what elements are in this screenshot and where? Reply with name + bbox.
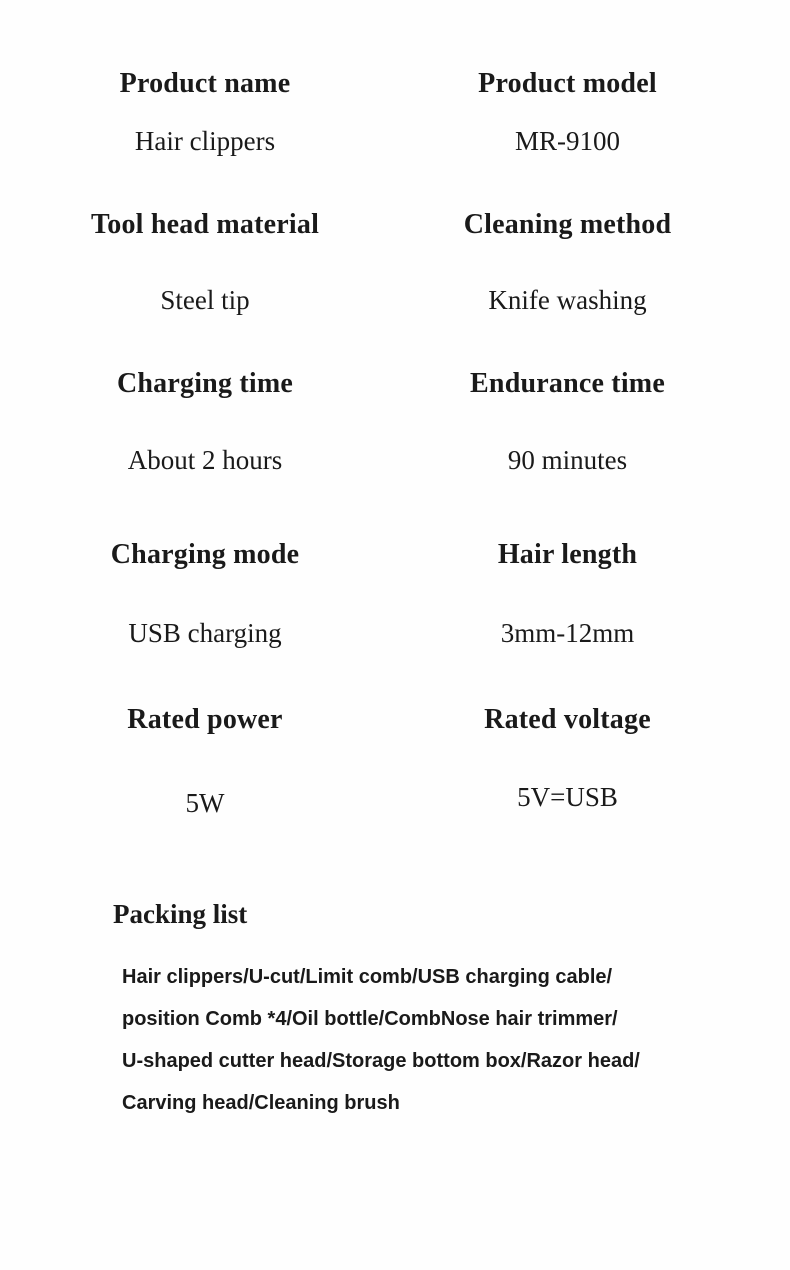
spec-value-endurance-time: 90 minutes [507,445,628,475]
packing-list-line-3: U-shaped cutter head/Storage bottom box/Razor head/ [122,1050,640,1072]
spec-value-row-2 [0,283,790,317]
spec-value-hair-length: 3mm-12mm [500,618,635,648]
spec-value-tool-head-material: Steel tip [160,285,250,315]
spec-label-tool-head-material: Tool head material [90,209,320,240]
spec-value-row-1 [0,124,790,158]
spec-value-charging-mode: USB charging [128,618,282,648]
packing-list-line-2: position Comb *4/Oil bottle/CombNose hair trimmer/ [122,1008,618,1030]
spec-value-cleaning-method: Knife washing [488,285,647,315]
spec-label-charging-mode: Charging mode [110,539,300,570]
spec-value-rated-voltage: 5V=USB [517,782,618,812]
spec-label-cleaning-method: Cleaning method [463,209,672,240]
spec-label-endurance-time: Endurance time [470,368,665,399]
packing-list-line-1: Hair clippers/U-cut/Limit comb/USB charging cable/ [122,966,613,988]
spec-value-product-model: MR-9100 [514,126,620,156]
spec-label-product-name: Product name [119,68,291,99]
spec-label-rated-voltage: Rated voltage [484,704,651,735]
spec-label-rated-power: Rated power [127,704,283,735]
spec-value-row-4 [0,616,790,650]
spec-label-charging-time: Charging time [116,368,294,399]
spec-value-rated-power: 5W [185,788,225,818]
spec-label-row-3 [0,367,790,401]
spec-label-product-model: Product model [478,68,657,99]
spec-value-row-3 [0,443,790,477]
packing-list-title: Packing list [113,899,248,929]
spec-value-row-5 [0,780,790,818]
spec-label-row-1 [0,67,790,101]
spec-label-row-5 [0,703,790,737]
packing-list-line-4: Carving head/Cleaning brush [122,1092,400,1114]
spec-label-hair-length: Hair length [497,539,638,570]
spec-label-row-2 [0,208,790,242]
spec-value-product-name: Hair clippers [134,126,276,156]
packing-list-text [122,956,640,1124]
spec-value-charging-time: About 2 hours [127,445,283,475]
spec-label-row-4 [0,538,790,572]
